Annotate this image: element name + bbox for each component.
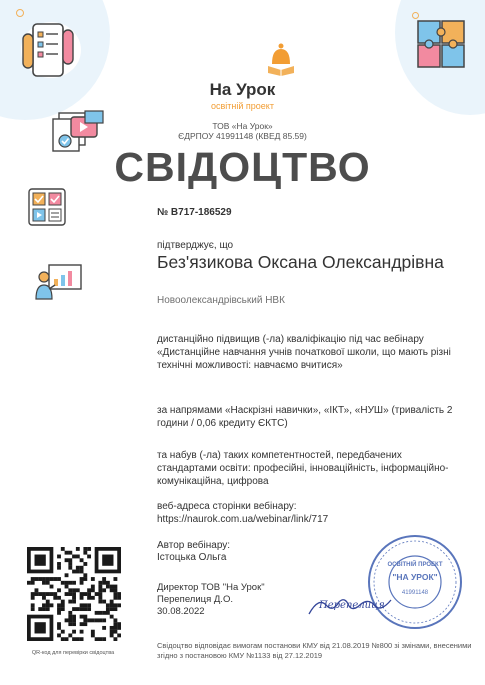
bell-book-icon <box>266 42 296 76</box>
certificate-title: СВІДОЦТВО <box>114 144 371 190</box>
stamp-code-text: 41991148 <box>401 590 429 596</box>
author-label: Автор вебінару: <box>157 540 231 551</box>
decor-dot <box>16 9 24 17</box>
directions-text: за напрямами «Наскрізні навички», «ІКТ», «НУШ» (тривалість 2 години / 0,06 кредиту ЄКТС) <box>157 405 453 429</box>
webpage-url[interactable]: https://naurok.com.ua/webinar/link/717 <box>157 514 329 525</box>
organization-name: ТОВ «На Урок» <box>212 121 273 131</box>
media-board-icon <box>27 187 67 227</box>
signature-mark <box>305 588 395 620</box>
confirms-text: підтверджує, що <box>157 240 234 251</box>
recipient-school: Новоолександрівський НВК <box>157 295 285 306</box>
checklist-phone-icon <box>17 20 85 80</box>
author-name: Істоцька Ольга <box>157 552 227 563</box>
signature-text: Перепелиця <box>319 600 385 611</box>
logo-subtitle: освітній проект <box>211 101 274 111</box>
director-title: Директор ТОВ "На Урок" <box>157 582 265 593</box>
puzzle-icon <box>412 15 472 77</box>
logo-name: На Урок <box>209 80 276 99</box>
issue-date: 30.08.2022 <box>157 606 205 617</box>
competences-text: та набув (-ла) таких компетентностей, передбачених стандартами освіти: професійні, інноваційність, інформаційно-комунікаційна, цифрова <box>157 450 449 487</box>
recipient-name: Без'язикова Оксана Олександрівна <box>157 252 444 272</box>
webpage-label: веб-адреса сторінки вебінару: <box>157 501 297 512</box>
stamp-middle-text: "НА УРОК" <box>392 572 438 582</box>
qr-caption: QR-код для перевірки свідоцтва <box>31 650 115 656</box>
stamp-outer-text: ОСВІТНІЙ ПРОЕКТ <box>387 562 443 568</box>
certificate-number: № B717-186529 <box>157 207 232 218</box>
presenter-chart-icon <box>35 263 83 303</box>
verification-qr-code[interactable] <box>27 547 121 641</box>
organization-code: ЄДРПОУ 41991148 (КВЕД 85.59) <box>178 131 307 141</box>
director-name: Перепелиця Д.О. <box>157 594 233 605</box>
legal-footnote: Свідоцтво відповідає вимогам постанови КМУ від 21.08.2019 №800 зі змінами, внесеними згідно з постановою КМУ №1133 від 27.12.2019 <box>157 641 472 660</box>
documents-video-icon <box>47 107 109 155</box>
qualification-text: дистанційно підвищив (-ла) кваліфікацію під час вебінару «Дистанційне навчання учнів початкової школи, що мають різні технічні можливості: навчаємо вчитися» <box>157 334 451 371</box>
